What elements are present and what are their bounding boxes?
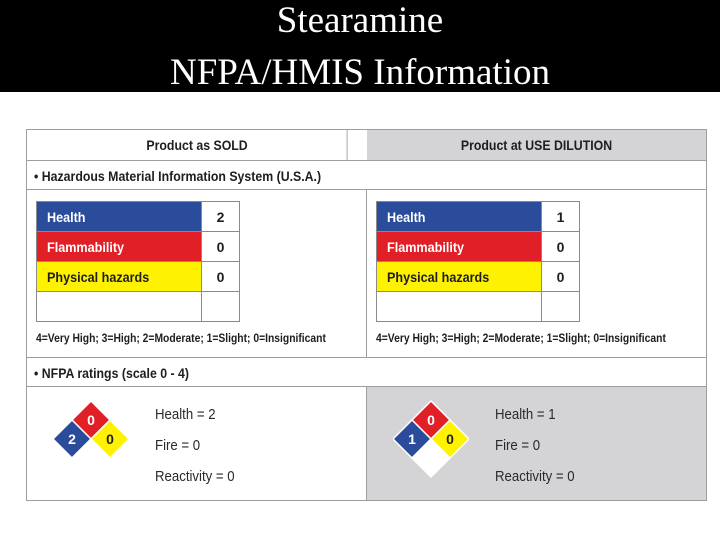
nfpa-health-value: 1 <box>408 431 416 447</box>
hmis-blank-cell <box>377 292 542 322</box>
hmis-value-flammability: 0 <box>542 232 580 262</box>
hmis-label-flammability: Flammability <box>37 232 202 262</box>
hmis-row-physical <box>377 262 580 292</box>
nfpa-fire-text: Fire = 0 <box>495 437 541 454</box>
hmis-row-flammability <box>377 232 580 262</box>
hmis-row-health <box>377 202 580 232</box>
hmis-label-health: Health <box>37 202 202 232</box>
hmis-scale-note: 4=Very High; 3=High; 2=Moderate; 1=Slight; 0=Insignificant <box>36 331 326 345</box>
safety-info-sheet <box>26 129 707 501</box>
title-bar <box>0 0 720 92</box>
hmis-value-health: 1 <box>542 202 580 232</box>
nfpa-flammability-value: 0 <box>427 412 435 428</box>
nfpa-ratings-list <box>495 399 585 492</box>
hmis-row-health <box>37 202 240 232</box>
page-title: Stearamine <box>276 0 444 41</box>
nfpa-health-text: Health = 2 <box>155 406 216 423</box>
hmis-value-physical: 0 <box>202 262 240 292</box>
hmis-blank-cell <box>37 292 202 322</box>
hmis-label-flammability: Flammability <box>377 232 542 262</box>
hmis-blank-value <box>202 292 240 322</box>
hmis-table-sold <box>36 201 240 322</box>
nfpa-health-value: 2 <box>68 431 76 447</box>
hmis-row-physical <box>37 262 240 292</box>
hmis-label-health: Health <box>377 202 542 232</box>
page-subtitle: NFPA/HMIS Information <box>170 52 550 93</box>
hmis-label-physical: Physical hazards <box>37 262 202 292</box>
hmis-label-physical: Physical hazards <box>377 262 542 292</box>
nfpa-health-text: Health = 1 <box>495 406 556 423</box>
hmis-row-flammability <box>37 232 240 262</box>
nfpa-panel-sold <box>27 387 367 500</box>
column-header-sold: Product as SOLD <box>47 130 347 160</box>
nfpa-flammability-value: 0 <box>87 412 95 428</box>
hmis-panel-dilution <box>367 190 706 357</box>
hmis-scale-note: 4=Very High; 3=High; 2=Moderate; 1=Slight; 0=Insignificant <box>376 331 666 345</box>
hmis-value-physical: 0 <box>542 262 580 292</box>
hmis-blank-value <box>542 292 580 322</box>
nfpa-diamond-sold <box>53 397 129 481</box>
nfpa-ratings-list <box>155 399 245 492</box>
nfpa-reactivity-text: Reactivity = 0 <box>155 468 235 485</box>
hmis-panel-sold <box>27 190 367 357</box>
nfpa-reactivity-text: Reactivity = 0 <box>495 468 575 485</box>
hmis-value-flammability: 0 <box>202 232 240 262</box>
hmis-row-blank <box>37 292 240 322</box>
column-header-dilution: Product at USE DILUTION <box>387 130 685 160</box>
nfpa-reactivity-value: 0 <box>106 431 114 447</box>
nfpa-diamond-dilution <box>393 397 469 481</box>
hmis-value-health: 2 <box>202 202 240 232</box>
hmis-section-label: • Hazardous Material Information System (U.S.A.) <box>27 160 706 190</box>
nfpa-panel-dilution <box>367 387 706 500</box>
nfpa-reactivity-value: 0 <box>446 431 454 447</box>
hmis-table-dilution <box>376 201 580 322</box>
nfpa-section-label: • NFPA ratings (scale 0 - 4) <box>27 357 706 387</box>
nfpa-fire-text: Fire = 0 <box>155 437 201 454</box>
hmis-row-blank <box>377 292 580 322</box>
